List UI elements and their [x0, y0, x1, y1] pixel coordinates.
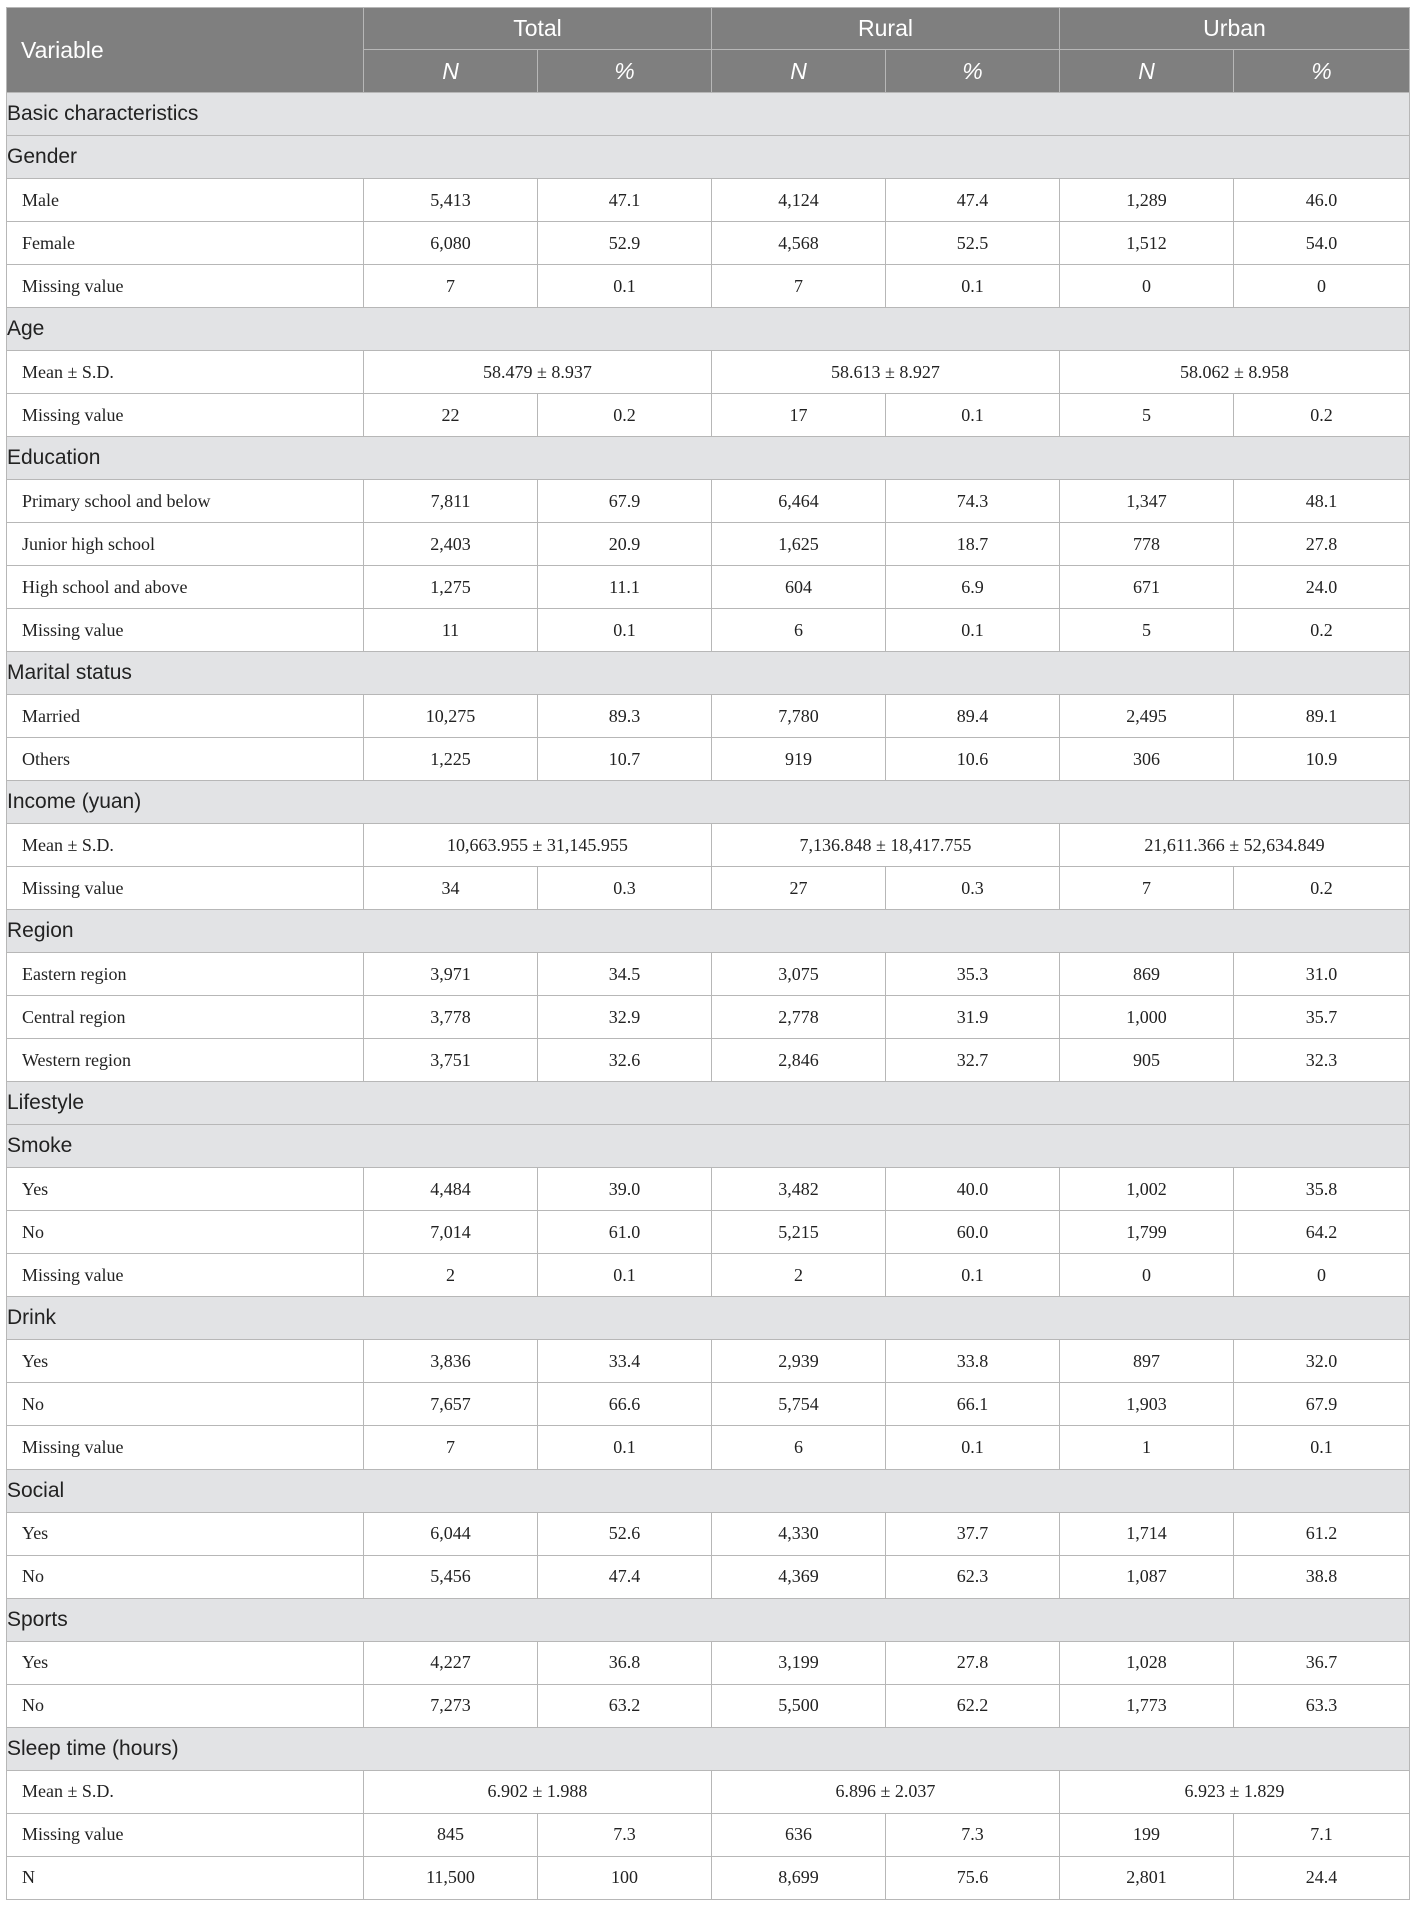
table-row	[7, 1383, 1410, 1426]
count-cell: 7	[364, 265, 538, 308]
percent-cell: 34.5	[538, 953, 712, 996]
count-cell: 4,227	[364, 1641, 538, 1684]
count-cell: 5,413	[364, 179, 538, 222]
percent-cell: 35.3	[886, 953, 1060, 996]
count-cell: 1,087	[1060, 1555, 1234, 1598]
row-label: Missing value	[7, 609, 364, 652]
percent-cell: 6.9	[886, 566, 1060, 609]
count-cell: 4,369	[712, 1555, 886, 1598]
count-cell: 6,080	[364, 222, 538, 265]
percent-cell: 39.0	[538, 1168, 712, 1211]
percent-cell: 67.9	[538, 480, 712, 523]
count-cell: 10,275	[364, 695, 538, 738]
percent-cell: 89.3	[538, 695, 712, 738]
header-urban-n: N	[1060, 50, 1234, 93]
mean-row	[7, 824, 1410, 867]
count-cell: 869	[1060, 953, 1234, 996]
section-label: Smoke	[7, 1125, 1410, 1168]
count-cell: 3,075	[712, 953, 886, 996]
header-group-urban: Urban	[1060, 8, 1410, 50]
percent-cell: 40.0	[886, 1168, 1060, 1211]
percent-cell: 0.3	[886, 867, 1060, 910]
percent-cell: 10.6	[886, 738, 1060, 781]
count-cell: 27	[712, 867, 886, 910]
row-label: Junior high school	[7, 523, 364, 566]
count-cell: 1,773	[1060, 1684, 1234, 1727]
mean-sd-cell: 58.062 ± 8.958	[1060, 351, 1410, 394]
percent-cell: 47.4	[886, 179, 1060, 222]
table-row	[7, 222, 1410, 265]
count-cell: 919	[712, 738, 886, 781]
count-cell: 3,199	[712, 1641, 886, 1684]
row-label: Others	[7, 738, 364, 781]
section-row	[7, 652, 1410, 695]
percent-cell: 61.0	[538, 1211, 712, 1254]
mean-sd-cell: 6.923 ± 1.829	[1060, 1770, 1410, 1813]
percent-cell: 0.1	[886, 1254, 1060, 1297]
count-cell: 3,482	[712, 1168, 886, 1211]
count-cell: 1,512	[1060, 222, 1234, 265]
count-cell: 5,456	[364, 1555, 538, 1598]
count-cell: 17	[712, 394, 886, 437]
percent-cell: 62.2	[886, 1684, 1060, 1727]
percent-cell: 0.1	[886, 1426, 1060, 1469]
count-cell: 1,289	[1060, 179, 1234, 222]
section-label: Education	[7, 437, 1410, 480]
count-cell: 1,000	[1060, 996, 1234, 1039]
count-cell: 778	[1060, 523, 1234, 566]
section-label: Marital status	[7, 652, 1410, 695]
table-row	[7, 996, 1410, 1039]
count-cell: 2	[364, 1254, 538, 1297]
percent-cell: 0.2	[1234, 867, 1410, 910]
table-row	[7, 1512, 1410, 1555]
percent-cell: 46.0	[1234, 179, 1410, 222]
count-cell: 4,568	[712, 222, 886, 265]
percent-cell: 33.4	[538, 1340, 712, 1383]
percent-cell: 66.1	[886, 1383, 1060, 1426]
section-row	[7, 1297, 1410, 1340]
count-cell: 0	[1060, 265, 1234, 308]
count-cell: 7,780	[712, 695, 886, 738]
percent-cell: 0	[1234, 265, 1410, 308]
count-cell: 2,846	[712, 1039, 886, 1082]
count-cell: 3,971	[364, 953, 538, 996]
row-label: No	[7, 1684, 364, 1727]
section-row	[7, 1727, 1410, 1770]
row-label: Missing value	[7, 265, 364, 308]
count-cell: 11	[364, 609, 538, 652]
row-label: Eastern region	[7, 953, 364, 996]
row-label: Yes	[7, 1641, 364, 1684]
count-cell: 4,124	[712, 179, 886, 222]
mean-sd-cell: 6.896 ± 2.037	[712, 1770, 1060, 1813]
row-label: Married	[7, 695, 364, 738]
count-cell: 2,403	[364, 523, 538, 566]
percent-cell: 0.3	[538, 867, 712, 910]
percent-cell: 0.2	[1234, 394, 1410, 437]
count-cell: 3,778	[364, 996, 538, 1039]
table-row	[7, 179, 1410, 222]
percent-cell: 47.4	[538, 1555, 712, 1598]
percent-cell: 89.1	[1234, 695, 1410, 738]
percent-cell: 61.2	[1234, 1512, 1410, 1555]
mean-sd-cell: 21,611.366 ± 52,634.849	[1060, 824, 1410, 867]
count-cell: 1,714	[1060, 1512, 1234, 1555]
count-cell: 7,014	[364, 1211, 538, 1254]
row-label: Female	[7, 222, 364, 265]
mean-sd-cell: 10,663.955 ± 31,145.955	[364, 824, 712, 867]
percent-cell: 52.9	[538, 222, 712, 265]
header-total-n: N	[364, 50, 538, 93]
mean-row	[7, 351, 1410, 394]
count-cell: 7,657	[364, 1383, 538, 1426]
count-cell: 3,751	[364, 1039, 538, 1082]
row-label: Missing value	[7, 1813, 364, 1856]
percent-cell: 0.1	[886, 265, 1060, 308]
header-rural-n: N	[712, 50, 886, 93]
count-cell: 1,028	[1060, 1641, 1234, 1684]
mean-sd-cell: 6.902 ± 1.988	[364, 1770, 712, 1813]
percent-cell: 0.2	[1234, 609, 1410, 652]
section-label: Social	[7, 1469, 1410, 1512]
section-row	[7, 781, 1410, 824]
table-row	[7, 265, 1410, 308]
row-label: Missing value	[7, 1426, 364, 1469]
count-cell: 5,754	[712, 1383, 886, 1426]
count-cell: 1,002	[1060, 1168, 1234, 1211]
percent-cell: 64.2	[1234, 1211, 1410, 1254]
percent-cell: 0.1	[538, 1254, 712, 1297]
row-label: Male	[7, 179, 364, 222]
row-label: No	[7, 1211, 364, 1254]
section-row	[7, 93, 1410, 136]
percent-cell: 0.1	[538, 265, 712, 308]
count-cell: 7	[712, 265, 886, 308]
percent-cell: 52.6	[538, 1512, 712, 1555]
section-row	[7, 1598, 1410, 1641]
count-cell: 3,836	[364, 1340, 538, 1383]
section-label: Drink	[7, 1297, 1410, 1340]
percent-cell: 7.3	[886, 1813, 1060, 1856]
count-cell: 2,939	[712, 1340, 886, 1383]
count-cell: 897	[1060, 1340, 1234, 1383]
row-label: Yes	[7, 1512, 364, 1555]
count-cell: 6	[712, 609, 886, 652]
mean-sd-cell: 58.613 ± 8.927	[712, 351, 1060, 394]
percent-cell: 35.8	[1234, 1168, 1410, 1211]
count-cell: 1,625	[712, 523, 886, 566]
percent-cell: 0.1	[886, 609, 1060, 652]
percent-cell: 0.1	[886, 394, 1060, 437]
percent-cell: 63.3	[1234, 1684, 1410, 1727]
count-cell: 306	[1060, 738, 1234, 781]
count-cell: 8,699	[712, 1856, 886, 1899]
percent-cell: 66.6	[538, 1383, 712, 1426]
table-row	[7, 738, 1410, 781]
section-row	[7, 136, 1410, 179]
section-row	[7, 1082, 1410, 1125]
percent-cell: 0.1	[1234, 1426, 1410, 1469]
section-label: Sleep time (hours)	[7, 1727, 1410, 1770]
count-cell: 2,495	[1060, 695, 1234, 738]
percent-cell: 7.3	[538, 1813, 712, 1856]
percent-cell: 48.1	[1234, 480, 1410, 523]
count-cell: 34	[364, 867, 538, 910]
mean-sd-cell: 58.479 ± 8.937	[364, 351, 712, 394]
percent-cell: 0	[1234, 1254, 1410, 1297]
count-cell: 1,225	[364, 738, 538, 781]
section-row	[7, 1125, 1410, 1168]
table-row	[7, 1684, 1410, 1727]
count-cell: 7,273	[364, 1684, 538, 1727]
percent-cell: 36.8	[538, 1641, 712, 1684]
table-row	[7, 1813, 1410, 1856]
percent-cell: 31.0	[1234, 953, 1410, 996]
count-cell: 845	[364, 1813, 538, 1856]
count-cell: 11,500	[364, 1856, 538, 1899]
count-cell: 7	[364, 1426, 538, 1469]
count-cell: 604	[712, 566, 886, 609]
count-cell: 1,275	[364, 566, 538, 609]
percent-cell: 20.9	[538, 523, 712, 566]
table-row	[7, 1426, 1410, 1469]
table-row	[7, 523, 1410, 566]
header-urban-pct: %	[1234, 50, 1410, 93]
row-label: No	[7, 1383, 364, 1426]
section-label: Region	[7, 910, 1410, 953]
header-group-total: Total	[364, 8, 712, 50]
row-label: Missing value	[7, 394, 364, 437]
row-label: High school and above	[7, 566, 364, 609]
percent-cell: 18.7	[886, 523, 1060, 566]
table-row	[7, 953, 1410, 996]
count-cell: 4,484	[364, 1168, 538, 1211]
row-label: No	[7, 1555, 364, 1598]
count-cell: 199	[1060, 1813, 1234, 1856]
percent-cell: 35.7	[1234, 996, 1410, 1039]
count-cell: 7,811	[364, 480, 538, 523]
percent-cell: 74.3	[886, 480, 1060, 523]
section-row	[7, 308, 1410, 351]
percent-cell: 10.9	[1234, 738, 1410, 781]
table-row	[7, 394, 1410, 437]
count-cell: 636	[712, 1813, 886, 1856]
percent-cell: 32.0	[1234, 1340, 1410, 1383]
count-cell: 7	[1060, 867, 1234, 910]
count-cell: 671	[1060, 566, 1234, 609]
percent-cell: 27.8	[886, 1641, 1060, 1684]
count-cell: 5	[1060, 609, 1234, 652]
section-row	[7, 437, 1410, 480]
characteristics-table	[6, 7, 1410, 1900]
percent-cell: 0.1	[538, 1426, 712, 1469]
header-rural-pct: %	[886, 50, 1060, 93]
percent-cell: 62.3	[886, 1555, 1060, 1598]
header-total-pct: %	[538, 50, 712, 93]
count-cell: 1,903	[1060, 1383, 1234, 1426]
section-label: Age	[7, 308, 1410, 351]
mean-sd-cell: 7,136.848 ± 18,417.755	[712, 824, 1060, 867]
count-cell: 6	[712, 1426, 886, 1469]
count-cell: 5	[1060, 394, 1234, 437]
percent-cell: 32.6	[538, 1039, 712, 1082]
percent-cell: 54.0	[1234, 222, 1410, 265]
percent-cell: 32.7	[886, 1039, 1060, 1082]
row-label: Missing value	[7, 1254, 364, 1297]
percent-cell: 37.7	[886, 1512, 1060, 1555]
count-cell: 2	[712, 1254, 886, 1297]
percent-cell: 33.8	[886, 1340, 1060, 1383]
percent-cell: 11.1	[538, 566, 712, 609]
count-cell: 4,330	[712, 1512, 886, 1555]
table-row	[7, 1340, 1410, 1383]
count-cell: 6,044	[364, 1512, 538, 1555]
percent-cell: 63.2	[538, 1684, 712, 1727]
row-label: N	[7, 1856, 364, 1899]
percent-cell: 100	[538, 1856, 712, 1899]
percent-cell: 32.3	[1234, 1039, 1410, 1082]
row-label: Yes	[7, 1340, 364, 1383]
row-label: Mean ± S.D.	[7, 1770, 364, 1813]
percent-cell: 38.8	[1234, 1555, 1410, 1598]
section-row	[7, 1469, 1410, 1512]
section-label: Lifestyle	[7, 1082, 1410, 1125]
table-row	[7, 480, 1410, 523]
percent-cell: 67.9	[1234, 1383, 1410, 1426]
count-cell: 5,215	[712, 1211, 886, 1254]
table-row	[7, 695, 1410, 738]
section-row	[7, 910, 1410, 953]
row-label: Yes	[7, 1168, 364, 1211]
table-body	[7, 93, 1410, 1900]
table-row	[7, 1641, 1410, 1684]
row-label: Missing value	[7, 867, 364, 910]
percent-cell: 60.0	[886, 1211, 1060, 1254]
count-cell: 2,801	[1060, 1856, 1234, 1899]
percent-cell: 24.0	[1234, 566, 1410, 609]
count-cell: 5,500	[712, 1684, 886, 1727]
header-group-rural: Rural	[712, 8, 1060, 50]
table-row	[7, 1555, 1410, 1598]
percent-cell: 7.1	[1234, 1813, 1410, 1856]
section-label: Basic characteristics	[7, 93, 1410, 136]
table-row	[7, 566, 1410, 609]
count-cell: 6,464	[712, 480, 886, 523]
table-row	[7, 1254, 1410, 1297]
table-row	[7, 1168, 1410, 1211]
section-label: Income (yuan)	[7, 781, 1410, 824]
count-cell: 2,778	[712, 996, 886, 1039]
table-row	[7, 1856, 1410, 1899]
percent-cell: 36.7	[1234, 1641, 1410, 1684]
section-label: Gender	[7, 136, 1410, 179]
table-row	[7, 867, 1410, 910]
percent-cell: 10.7	[538, 738, 712, 781]
table-header	[7, 8, 1410, 93]
percent-cell: 89.4	[886, 695, 1060, 738]
row-label: Primary school and below	[7, 480, 364, 523]
percent-cell: 31.9	[886, 996, 1060, 1039]
count-cell: 0	[1060, 1254, 1234, 1297]
row-label: Mean ± S.D.	[7, 824, 364, 867]
table-row	[7, 609, 1410, 652]
count-cell: 1,347	[1060, 480, 1234, 523]
row-label: Western region	[7, 1039, 364, 1082]
row-label: Mean ± S.D.	[7, 351, 364, 394]
header-variable: Variable	[7, 8, 364, 93]
percent-cell: 32.9	[538, 996, 712, 1039]
percent-cell: 52.5	[886, 222, 1060, 265]
percent-cell: 47.1	[538, 179, 712, 222]
percent-cell: 0.2	[538, 394, 712, 437]
count-cell: 905	[1060, 1039, 1234, 1082]
percent-cell: 27.8	[1234, 523, 1410, 566]
table-row	[7, 1039, 1410, 1082]
percent-cell: 75.6	[886, 1856, 1060, 1899]
percent-cell: 0.1	[538, 609, 712, 652]
section-label: Sports	[7, 1598, 1410, 1641]
percent-cell: 24.4	[1234, 1856, 1410, 1899]
mean-row	[7, 1770, 1410, 1813]
table-row	[7, 1211, 1410, 1254]
count-cell: 1	[1060, 1426, 1234, 1469]
count-cell: 22	[364, 394, 538, 437]
row-label: Central region	[7, 996, 364, 1039]
count-cell: 1,799	[1060, 1211, 1234, 1254]
